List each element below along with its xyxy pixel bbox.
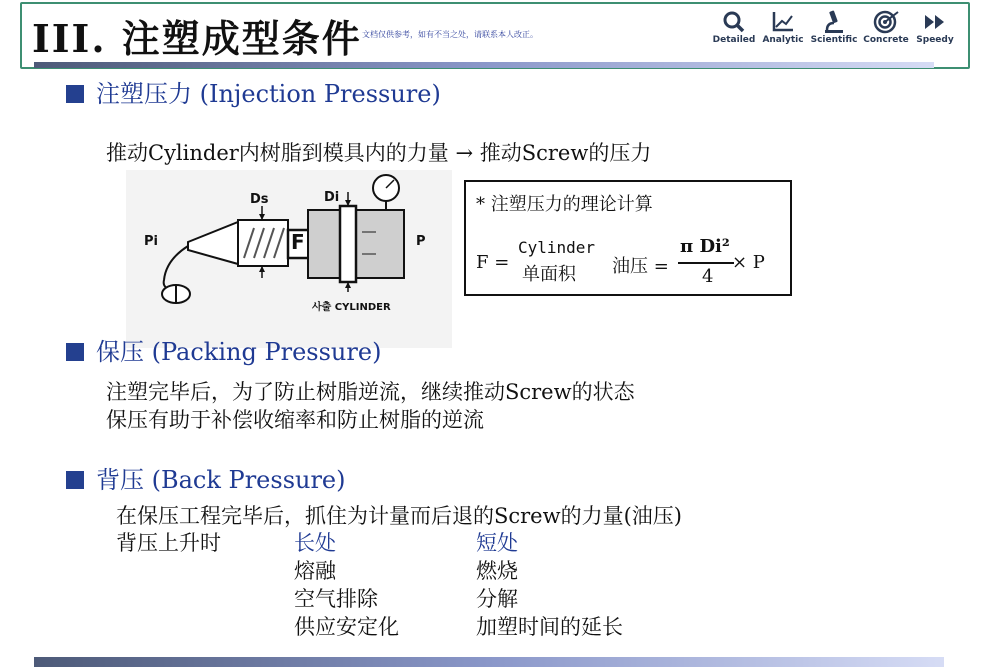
cons-item: 分解 <box>476 587 518 611</box>
pros-item: 空气排除 <box>294 587 378 611</box>
pros-item: 熔融 <box>294 559 336 583</box>
page-title: III. 注塑成型条件 <box>32 16 362 61</box>
back-rise-label: 背压上升时 <box>116 531 221 555</box>
bullet-square <box>66 471 84 489</box>
cons-header: 短处 <box>476 531 518 555</box>
section-heading-injection <box>66 74 441 109</box>
injection-heading-text: 注塑压力 (Injection Pressure) <box>96 80 441 108</box>
footer-divider-bar <box>34 657 944 667</box>
fraction-line <box>678 262 734 264</box>
fast-forward-icon <box>907 10 963 45</box>
formula-times-p: × P <box>732 252 765 273</box>
cons-item: 燃烧 <box>476 559 518 583</box>
packing-line-1: 注塑完毕后，为了防止树脂逆流，继续推动Screw的状态 <box>106 380 635 404</box>
diagram-label-f: F <box>291 230 305 254</box>
formula-cylinder: Cylinder <box>518 238 596 257</box>
bullet-square <box>66 343 84 361</box>
formula-oil-pressure: 油压 = <box>612 256 669 277</box>
title-banner <box>20 2 970 69</box>
injection-cylinder-diagram <box>126 170 452 348</box>
diagram-caption: 사출 CYLINDER <box>312 302 391 313</box>
formula-denominator: 4 <box>702 266 714 287</box>
magnifier-icon <box>706 10 762 45</box>
formula-unit-area: 单面积 <box>522 264 576 285</box>
section-heading-packing <box>66 332 381 367</box>
formula-numerator: π Di² <box>680 236 730 257</box>
section-heading-back <box>66 460 346 495</box>
icon-label-scientific: Scientific <box>810 35 858 45</box>
back-description: 在保压工程完毕后，抓住为计量而后退的Screw的力量(油压) <box>116 504 682 528</box>
pros-header: 长处 <box>294 531 336 555</box>
microscope-icon <box>806 10 862 45</box>
icon-label-speedy: Speedy <box>916 35 954 45</box>
diagram-label-pi: Pi <box>144 234 158 249</box>
packing-heading-text: 保压 (Packing Pressure) <box>96 338 382 366</box>
formula-title: * 注塑压力的理论计算 <box>476 194 653 215</box>
back-heading-text: 背压 (Back Pressure) <box>96 466 346 494</box>
pros-item: 供应安定化 <box>294 615 399 639</box>
icon-label-concrete: Concrete <box>863 35 909 45</box>
bullet-square <box>66 85 84 103</box>
injection-description: 推动Cylinder内树脂到模具内的力量 → 推动Screw的压力 <box>106 141 652 165</box>
pressure-formula-box <box>464 180 792 296</box>
icon-label-detailed: Detailed <box>712 35 756 45</box>
line-chart-icon <box>755 10 811 45</box>
header-divider-bar <box>34 62 934 68</box>
cons-item: 加塑时间的延长 <box>476 615 623 639</box>
target-icon <box>858 10 914 45</box>
diagram-label-ds: Ds <box>250 192 269 207</box>
disclaimer-note: 文档仅供参考，如有不当之处，请联系本人改正。 <box>362 30 538 39</box>
diagram-label-p: P <box>416 234 426 249</box>
formula-f-eq: F = <box>476 252 510 273</box>
icon-label-analytic: Analytic <box>762 35 804 45</box>
packing-line-2: 保压有助于补偿收缩率和防止树脂的逆流 <box>106 408 484 432</box>
diagram-label-di: Di <box>324 190 340 205</box>
